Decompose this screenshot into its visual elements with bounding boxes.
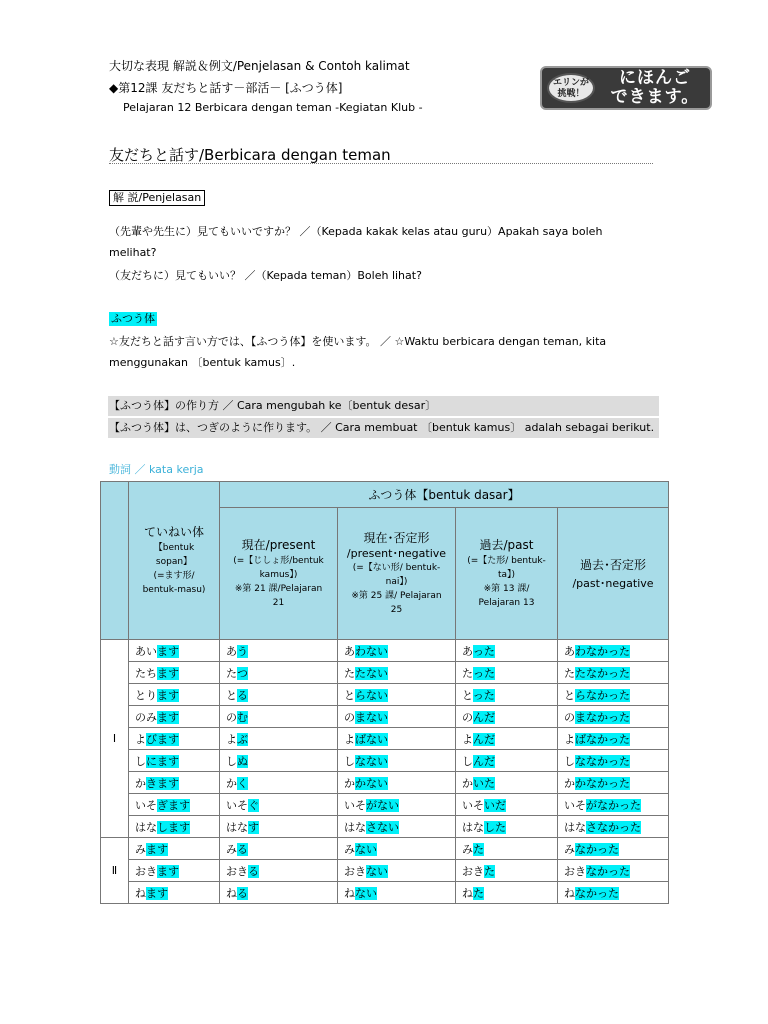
verb-cell-neg bbox=[338, 750, 456, 772]
verb-cell-neg bbox=[338, 684, 456, 706]
verb-stem: ね bbox=[564, 886, 575, 900]
table-row bbox=[101, 794, 669, 816]
verb-stem: た bbox=[226, 666, 237, 680]
verb-cell-neg bbox=[338, 816, 456, 838]
verb-cell-present bbox=[220, 838, 338, 860]
example-1-line-2: melihat? bbox=[109, 246, 157, 259]
verb-cell-neg bbox=[338, 838, 456, 860]
verb-stem: か bbox=[226, 776, 237, 790]
verb-ending: なかった bbox=[575, 886, 619, 900]
verb-ending: む bbox=[237, 710, 248, 724]
verb-cell-neg bbox=[338, 662, 456, 684]
verb-ending: す bbox=[248, 820, 259, 834]
futsuutai-heading: ふつう体 bbox=[111, 312, 155, 325]
table-row bbox=[101, 706, 669, 728]
verb-stem: はな bbox=[226, 820, 248, 834]
verb-stem: か bbox=[462, 776, 473, 790]
verb-ending: ぎます bbox=[157, 798, 190, 812]
group-2-label: Ⅱ bbox=[101, 838, 129, 904]
title-divider bbox=[109, 163, 653, 164]
verb-ending: きます bbox=[146, 776, 179, 790]
verb-ending: る bbox=[237, 688, 248, 702]
verb-ending: にます bbox=[146, 754, 179, 768]
verb-cell-present bbox=[220, 882, 338, 904]
verb-cell-past bbox=[456, 772, 558, 794]
verb-cell-present bbox=[220, 640, 338, 662]
verb-cell-present bbox=[220, 706, 338, 728]
verb-ending: った bbox=[472, 644, 495, 658]
verb-cell-masu bbox=[129, 860, 220, 882]
verb-stem: あ bbox=[344, 644, 355, 658]
verb-stem: と bbox=[226, 688, 237, 702]
verb-stem: と bbox=[462, 688, 473, 702]
verb-stem: よ bbox=[564, 732, 575, 746]
header-line-1: 大切な表現 解説＆例文/Penjelasan & Contoh kalimat bbox=[109, 59, 410, 73]
verb-cell-present bbox=[220, 728, 338, 750]
header-past: 過去/past (=【た形/ bentuk- ta】) ※第 13 課/ Pelajaran 13 bbox=[456, 508, 558, 640]
verb-cell-past bbox=[456, 838, 558, 860]
header-teinei: ていねい体 【bentuk sopan】 (=ます形/ bentuk-masu) bbox=[129, 482, 220, 640]
header-blank bbox=[101, 482, 129, 640]
table-row bbox=[101, 750, 669, 772]
header-past-negative: 過去･否定形 /past･negative bbox=[558, 508, 669, 640]
verb-cell-pastneg bbox=[558, 838, 669, 860]
verb-cell-past bbox=[456, 794, 558, 816]
verb-stem: あ bbox=[564, 644, 575, 658]
verb-ending: る bbox=[237, 842, 248, 856]
verb-ending: く bbox=[237, 776, 248, 790]
verb-ending: ない bbox=[355, 842, 377, 856]
verb-ending: ぬ bbox=[237, 754, 248, 768]
example-1-line-1: （先輩や先生に）見てもいいですか？ ／（Kepada kakak kelas atau guru）Apakah saya boleh bbox=[109, 225, 603, 238]
verb-cell-neg bbox=[338, 860, 456, 882]
verb-cell-pastneg bbox=[558, 794, 669, 816]
example-2: （友だちに）見てもいい？ ／（Kepada teman）Boleh lihat? bbox=[109, 269, 422, 282]
verb-ending: わない bbox=[355, 644, 388, 658]
verb-ending: まなかった bbox=[575, 710, 630, 724]
verb-cell-past bbox=[456, 640, 558, 662]
verb-cell-pastneg bbox=[558, 662, 669, 684]
verb-stem: み bbox=[226, 842, 237, 856]
verb-ending: らない bbox=[355, 688, 388, 702]
verb-cell-masu bbox=[129, 728, 220, 750]
verb-ending: たなかった bbox=[575, 666, 630, 680]
verb-stem: た bbox=[462, 666, 473, 680]
verb-stem: し bbox=[564, 754, 575, 768]
verb-ending: がない bbox=[366, 798, 399, 812]
verb-stem: はな bbox=[564, 820, 586, 834]
table-row bbox=[101, 684, 669, 706]
header-line-2: ◆第12課 友だちと話す－部活－ [ふつう体] bbox=[109, 81, 343, 95]
verb-ending: ななかった bbox=[575, 754, 630, 768]
verb-stem: いそ bbox=[564, 798, 586, 812]
verb-stem: の bbox=[226, 710, 237, 724]
table-row bbox=[101, 838, 669, 860]
verb-cell-past bbox=[456, 860, 558, 882]
logo-text-top: にほんご bbox=[619, 68, 691, 88]
verb-ending: びます bbox=[146, 732, 179, 746]
verb-ending: る bbox=[248, 864, 259, 878]
verb-ending: らなかった bbox=[575, 688, 630, 702]
verb-ending: った bbox=[472, 688, 495, 702]
logo-text bbox=[600, 69, 710, 107]
verb-cell-pastneg bbox=[558, 816, 669, 838]
verb-stem: あい bbox=[135, 644, 157, 658]
verb-stem: ね bbox=[135, 886, 146, 900]
logo-text-bottom: できます。 bbox=[610, 87, 700, 107]
verb-cell-present bbox=[220, 816, 338, 838]
verb-ending: さない bbox=[366, 820, 399, 834]
table-caption: 動詞 ／ kata kerja bbox=[109, 463, 204, 476]
verb-cell-past bbox=[456, 662, 558, 684]
group-1-label: Ⅰ bbox=[101, 640, 129, 838]
verb-stem: おき bbox=[135, 864, 157, 878]
verb-stem: おき bbox=[462, 864, 484, 878]
verb-cell-present bbox=[220, 662, 338, 684]
verb-stem: いそ bbox=[226, 798, 248, 812]
verb-ending: ぐ bbox=[248, 798, 259, 812]
verb-ending: ます bbox=[157, 644, 179, 658]
futsuutai-desc-line-1: ☆友だちと話す言い方では、【ふつう体】を使います。 ／ ☆Waktu berbicara dengan teman, kita bbox=[109, 335, 607, 348]
verb-ending: ない bbox=[355, 886, 377, 900]
verb-stem: み bbox=[344, 842, 355, 856]
verb-stem: のみ bbox=[135, 710, 157, 724]
header-present-negative: 現在･否定形 /present･negative (=【ない形/ bentuk- nai】) ※第 25 課/ Pelajaran 25 bbox=[338, 508, 456, 640]
verb-ending: がなかった bbox=[586, 798, 641, 812]
table-row bbox=[101, 860, 669, 882]
verb-stem: の bbox=[462, 710, 473, 724]
verb-stem: み bbox=[135, 842, 146, 856]
verb-cell-masu bbox=[129, 662, 220, 684]
verb-stem: はな bbox=[462, 820, 484, 834]
verb-ending: ます bbox=[157, 864, 179, 878]
verb-ending: わなかった bbox=[575, 644, 630, 658]
verb-stem: し bbox=[135, 754, 146, 768]
verb-ending: ます bbox=[146, 842, 168, 856]
verb-stem: ね bbox=[462, 886, 473, 900]
verb-cell-present bbox=[220, 860, 338, 882]
verb-stem: はな bbox=[135, 820, 157, 834]
verb-stem: いそ bbox=[462, 798, 484, 812]
verb-stem: よ bbox=[462, 732, 473, 746]
verb-stem: おき bbox=[564, 864, 586, 878]
table-row bbox=[101, 662, 669, 684]
verb-stem: か bbox=[564, 776, 575, 790]
verb-stem: の bbox=[344, 710, 355, 724]
table-row bbox=[101, 728, 669, 750]
verb-conjugation-table bbox=[100, 481, 669, 904]
verb-stem: た bbox=[564, 666, 575, 680]
header-futsuutai: ふつう体【bentuk dasar】 bbox=[220, 482, 669, 508]
verb-ending: ばなかった bbox=[575, 732, 630, 746]
verb-cell-masu bbox=[129, 882, 220, 904]
verb-stem: み bbox=[564, 842, 575, 856]
howto-bar-2: 【ふつう体】は、つぎのように作ります。 ／ Cara membuat 〔bentuk kamus〕 adalah sebagai berikut. bbox=[108, 418, 659, 438]
verb-cell-neg bbox=[338, 728, 456, 750]
verb-stem: み bbox=[462, 842, 473, 856]
logo-badge: エリンが挑戦！ bbox=[547, 73, 595, 103]
verb-stem: と bbox=[564, 688, 575, 702]
verb-ending: ます bbox=[146, 886, 168, 900]
verb-stem: た bbox=[344, 666, 355, 680]
verb-ending: ます bbox=[157, 688, 179, 702]
verb-cell-neg bbox=[338, 772, 456, 794]
verb-ending: た bbox=[484, 864, 495, 878]
verb-ending: った bbox=[473, 666, 495, 680]
table-row bbox=[101, 640, 669, 662]
verb-ending: した bbox=[484, 820, 506, 834]
verb-stem: あ bbox=[462, 644, 473, 658]
verb-stem: ね bbox=[344, 886, 355, 900]
verb-cell-masu bbox=[129, 772, 220, 794]
verb-cell-present bbox=[220, 772, 338, 794]
verb-cell-pastneg bbox=[558, 882, 669, 904]
verb-ending: ぶ bbox=[237, 732, 248, 746]
table-row bbox=[101, 882, 669, 904]
verb-ending: う bbox=[237, 644, 248, 658]
verb-ending: いた bbox=[473, 776, 495, 790]
verb-stem: あ bbox=[226, 644, 237, 658]
verb-stem: よ bbox=[344, 732, 355, 746]
futsuutai-desc-line-2: menggunakan 〔bentuk kamus〕. bbox=[109, 356, 296, 369]
verb-ending: します bbox=[157, 820, 190, 834]
table-row bbox=[101, 772, 669, 794]
verb-cell-past bbox=[456, 750, 558, 772]
verb-stem: し bbox=[344, 754, 355, 768]
verb-cell-past bbox=[456, 728, 558, 750]
verb-stem: の bbox=[564, 710, 575, 724]
verb-ending: ます bbox=[157, 666, 179, 680]
table-row bbox=[101, 816, 669, 838]
verb-stem: いそ bbox=[135, 798, 157, 812]
verb-cell-masu bbox=[129, 838, 220, 860]
verb-ending: かなかった bbox=[575, 776, 630, 790]
verb-stem: よ bbox=[226, 732, 237, 746]
verb-ending: んだ bbox=[473, 710, 495, 724]
verb-cell-masu bbox=[129, 816, 220, 838]
header-line-3: Pelajaran 12 Berbicara dengan teman -Kegiatan Klub - bbox=[123, 101, 423, 114]
page-title: 友だちと話す/Berbicara dengan teman bbox=[109, 146, 391, 164]
verb-cell-pastneg bbox=[558, 772, 669, 794]
verb-stem: か bbox=[344, 776, 355, 790]
verb-stem: おき bbox=[344, 864, 366, 878]
verb-ending: んだ bbox=[473, 754, 495, 768]
verb-cell-past bbox=[456, 882, 558, 904]
verb-ending: かない bbox=[355, 776, 388, 790]
verb-cell-pastneg bbox=[558, 684, 669, 706]
nihongo-logo bbox=[540, 66, 712, 110]
verb-stem: と bbox=[344, 688, 355, 702]
verb-ending: んだ bbox=[473, 732, 495, 746]
verb-cell-neg bbox=[338, 706, 456, 728]
verb-cell-pastneg bbox=[558, 640, 669, 662]
verb-stem: ね bbox=[226, 886, 237, 900]
verb-ending: ばない bbox=[355, 732, 388, 746]
howto-bar-1: 【ふつう体】の作り方 ／ Cara mengubah ke〔bentuk desar〕 bbox=[108, 396, 659, 416]
verb-ending: ます bbox=[157, 710, 179, 724]
verb-ending: まない bbox=[355, 710, 388, 724]
verb-ending: なない bbox=[355, 754, 388, 768]
verb-cell-neg bbox=[338, 794, 456, 816]
verb-cell-masu bbox=[129, 684, 220, 706]
verb-ending: た bbox=[473, 886, 484, 900]
header-present: 現在/present (=【じしょ形/bentuk kamus】) ※第 21 課/Pelajaran 21 bbox=[220, 508, 338, 640]
verb-stem: とり bbox=[135, 688, 157, 702]
verb-stem: はな bbox=[344, 820, 366, 834]
verb-ending: る bbox=[237, 886, 248, 900]
verb-cell-past bbox=[456, 816, 558, 838]
verb-ending: さなかった bbox=[586, 820, 641, 834]
verb-ending: なかった bbox=[586, 864, 630, 878]
verb-cell-present bbox=[220, 794, 338, 816]
verb-cell-past bbox=[456, 706, 558, 728]
verb-cell-pastneg bbox=[558, 728, 669, 750]
verb-cell-masu bbox=[129, 640, 220, 662]
verb-cell-present bbox=[220, 750, 338, 772]
verb-stem: よ bbox=[135, 732, 146, 746]
verb-stem: し bbox=[462, 754, 473, 768]
verb-ending: ない bbox=[366, 864, 388, 878]
verb-cell-present bbox=[220, 684, 338, 706]
verb-ending: つ bbox=[237, 666, 248, 680]
verb-ending: いだ bbox=[484, 798, 506, 812]
verb-stem: か bbox=[135, 776, 146, 790]
verb-cell-past bbox=[456, 684, 558, 706]
verb-cell-masu bbox=[129, 750, 220, 772]
verb-stem: し bbox=[226, 754, 237, 768]
verb-stem: おき bbox=[226, 864, 248, 878]
verb-cell-neg bbox=[338, 882, 456, 904]
verb-stem: たち bbox=[135, 666, 157, 680]
verb-cell-pastneg bbox=[558, 860, 669, 882]
verb-ending: た bbox=[473, 842, 484, 856]
section-label: 解 説/Penjelasan bbox=[109, 190, 205, 206]
verb-cell-pastneg bbox=[558, 750, 669, 772]
verb-cell-neg bbox=[338, 640, 456, 662]
verb-ending: たない bbox=[355, 666, 388, 680]
verb-cell-pastneg bbox=[558, 706, 669, 728]
verb-cell-masu bbox=[129, 794, 220, 816]
verb-cell-masu bbox=[129, 706, 220, 728]
verb-stem: いそ bbox=[344, 798, 366, 812]
verb-ending: なかった bbox=[575, 842, 619, 856]
